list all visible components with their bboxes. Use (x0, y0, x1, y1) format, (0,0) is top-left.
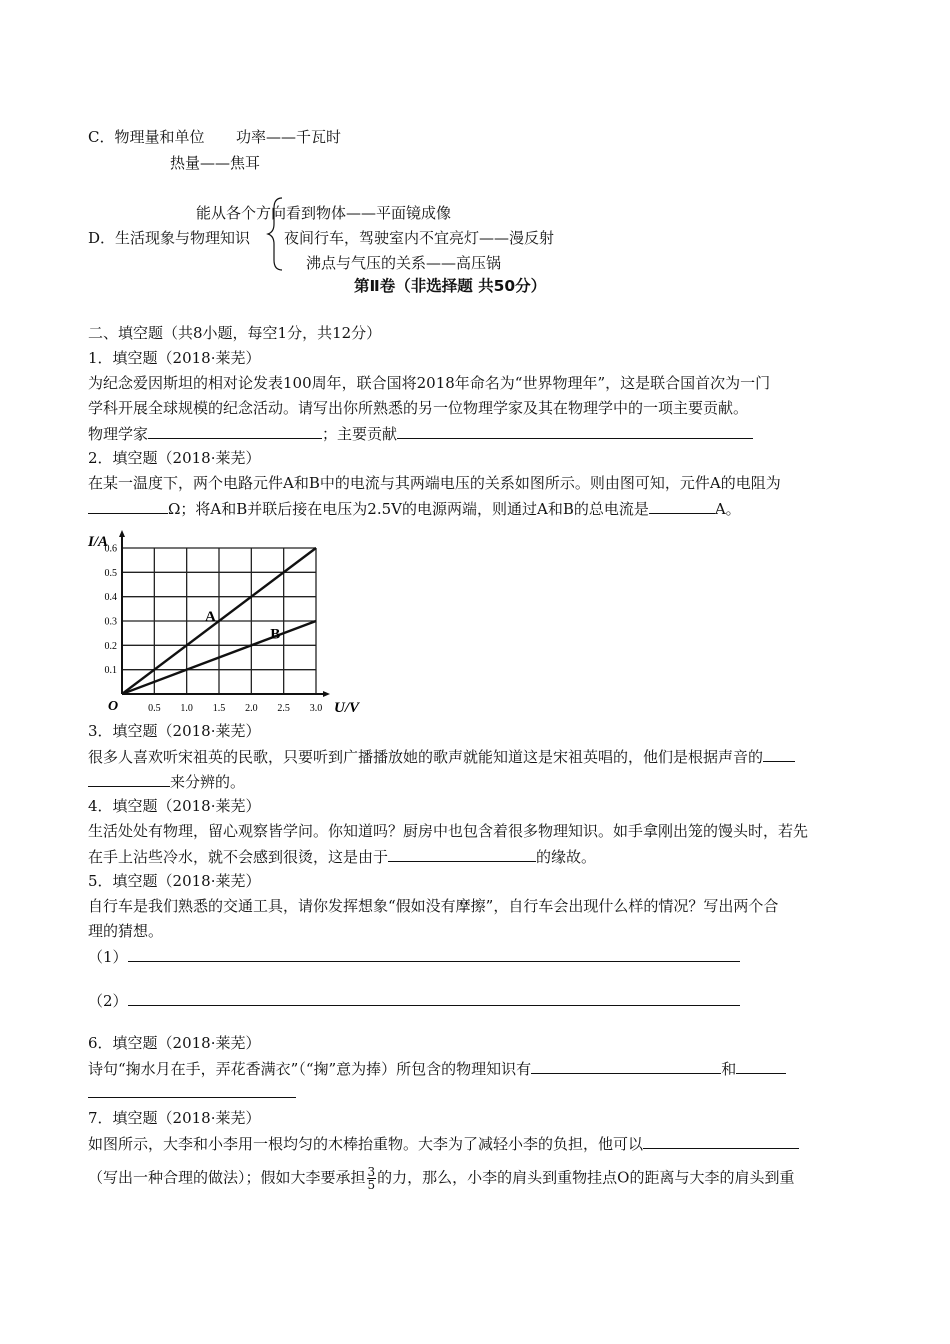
q7-line-1-text: 如图所示，大李和小李用一根均匀的木棒抬重物。大李为了减轻小李的负担，他可以 (88, 1135, 644, 1153)
q1-header: 1．填空题（2018·莱芜） (88, 349, 261, 367)
q4-header: 4．填空题（2018·莱芜） (88, 797, 261, 815)
x-axis-label: U/V (334, 700, 360, 716)
q4-line-1: 生活处处有物理，留心观察皆学问。你知道吗？厨房中也包含着很多物理知识。如手拿刚出笼的馒头时，若先 (88, 822, 809, 840)
q4-line-2 (88, 846, 596, 867)
q6-blank-1[interactable] (531, 1058, 721, 1074)
series-label-B: B (270, 626, 281, 643)
option-d-label: D．生活现象与物理知识 (88, 229, 251, 247)
q1-contribution-blank[interactable] (397, 423, 753, 439)
x-tick-label: 0.5 (148, 703, 161, 714)
q5-header: 5．填空题（2018·莱芜） (88, 872, 261, 890)
q5-item-2 (88, 990, 740, 1011)
option-c-item-2: 热量——焦耳 (170, 154, 261, 172)
q5-item-1 (88, 946, 740, 967)
q6-blank-2-part-1[interactable] (736, 1058, 786, 1074)
q7-line-2b: 的力，那么，小李的肩头到重物挂点O的距离与大李的肩头到重 (377, 1168, 795, 1187)
q2-current-blank[interactable] (649, 498, 715, 514)
q5-guess-2-blank[interactable] (128, 990, 740, 1006)
q1-line-1: 为纪念爱因斯坦的相对论发表100周年，联合国将2018年命名为“世界物理年”，这是联合国首次为一门 (88, 374, 771, 392)
q7-blank[interactable] (643, 1133, 799, 1149)
q5-guess-1-blank[interactable] (128, 946, 740, 962)
option-d-item-3: 沸点与气压的关系——高压锅 (306, 254, 502, 272)
q3-line-1 (88, 746, 795, 767)
q7-line-2 (88, 1166, 794, 1191)
x-tick-label: 2.5 (277, 703, 290, 714)
x-axis-arrow-icon (323, 691, 330, 697)
q1-line-2: 学科开展全球规模的纪念活动。请写出你所熟悉的另一位物理学家及其在物理学中的一项主要贡献。 (88, 399, 749, 417)
origin-label: O (108, 699, 119, 714)
section-header: 二、填空题（共8小题，每空1分，共12分） (88, 324, 382, 342)
q2-line-2b: A。 (714, 500, 741, 518)
q2-header: 2．填空题（2018·莱芜） (88, 449, 261, 467)
y-tick-label: 0.1 (104, 665, 117, 677)
part-2-title: 第Ⅱ卷（非选择题 共50分） (354, 277, 547, 295)
q6-header: 6．填空题（2018·莱芜） (88, 1034, 261, 1052)
y-tick-label: 0.3 (104, 616, 117, 628)
q1-physicist-blank[interactable] (148, 423, 322, 439)
q3-line-1-text: 很多人喜欢听宋祖英的民歌，只要听到广播播放她的歌声就能知道这是宋祖英唱的，他们是根据声音的 (88, 748, 764, 766)
q3-blank-part-2[interactable] (88, 771, 170, 787)
option-d-brace-icon (266, 196, 286, 272)
q2-line-2a: Ω；将A和B并联后接在电压为2.5V的电源两端，则通过A和B的总电流是 (168, 500, 649, 518)
q1-blank-label-2: ；主要贡献 (322, 425, 398, 443)
q1-answer-line (88, 423, 753, 444)
y-axis-arrow-icon (119, 530, 125, 537)
q2-resistance-blank[interactable] (88, 498, 168, 514)
q7-line-2a: （写出一种合理的做法）；假如大李要承担 (88, 1168, 366, 1187)
q5-item-1-label: （1） (88, 948, 128, 966)
option-c-label: C．物理量和单位 (88, 128, 205, 146)
q3-blank-part-1[interactable] (763, 746, 795, 762)
q3-line-2-text: 来分辨的。 (170, 773, 246, 791)
q3-header: 3．填空题（2018·莱芜） (88, 722, 261, 740)
q3-line-2 (88, 771, 245, 792)
iv-chart (84, 520, 360, 720)
q4-line-2b: 的缘故。 (536, 848, 597, 866)
x-tick-label: 2.0 (245, 703, 258, 714)
q6-line-1a: 诗句“掬水月在手，弄花香满衣”（“掬”意为捧）所包含的物理知识有 (88, 1060, 532, 1078)
x-tick-label: 3.0 (309, 703, 323, 714)
option-d-item-1: 能从各个方向看到物体——平面镜成像 (196, 204, 452, 222)
q2-line-2 (88, 498, 741, 519)
q1-blank-label-1: 物理学家 (88, 425, 149, 443)
series-label-A: A (205, 609, 216, 625)
q7-fraction (367, 1166, 377, 1191)
option-c-item-1: 功率——千瓦时 (236, 128, 342, 146)
q7-fraction-denominator: 5 (367, 1178, 376, 1192)
y-tick-label: 0.2 (104, 640, 117, 652)
q6-blank-2-part-2[interactable] (88, 1082, 296, 1098)
q6-line-1 (88, 1058, 786, 1079)
q4-line-2a: 在手上沾些冷水，就不会感到很烫，这是由于 (88, 848, 389, 866)
x-tick-label: 1.0 (180, 703, 193, 714)
q6-line-1b: 和 (721, 1060, 737, 1078)
q5-line-1: 自行车是我们熟悉的交通工具，请你发挥想象“假如没有摩擦”，自行车会出现什么样的情况？写出两个合 (88, 897, 779, 915)
q5-item-2-label: （2） (88, 992, 128, 1010)
q7-header: 7．填空题（2018·莱芜） (88, 1109, 261, 1127)
q2-line-1: 在某一温度下，两个电路元件A和B中的电流与其两端电压的关系如图所示。则由图可知，元件A的电阻为 (88, 474, 781, 492)
x-tick-label: 1.5 (212, 703, 226, 714)
q4-blank[interactable] (388, 846, 536, 862)
q7-line-1 (88, 1133, 799, 1154)
option-d-item-2: 夜间行车，驾驶室内不宜亮灯——漫反射 (284, 229, 555, 247)
y-axis-label: I/A (88, 534, 109, 550)
q5-line-2: 理的猜想。 (88, 922, 164, 940)
q7-fraction-numerator: 3 (367, 1165, 376, 1179)
y-tick-label: 0.5 (104, 567, 117, 579)
y-tick-label: 0.6 (104, 543, 117, 555)
y-tick-label: 0.4 (104, 592, 117, 604)
